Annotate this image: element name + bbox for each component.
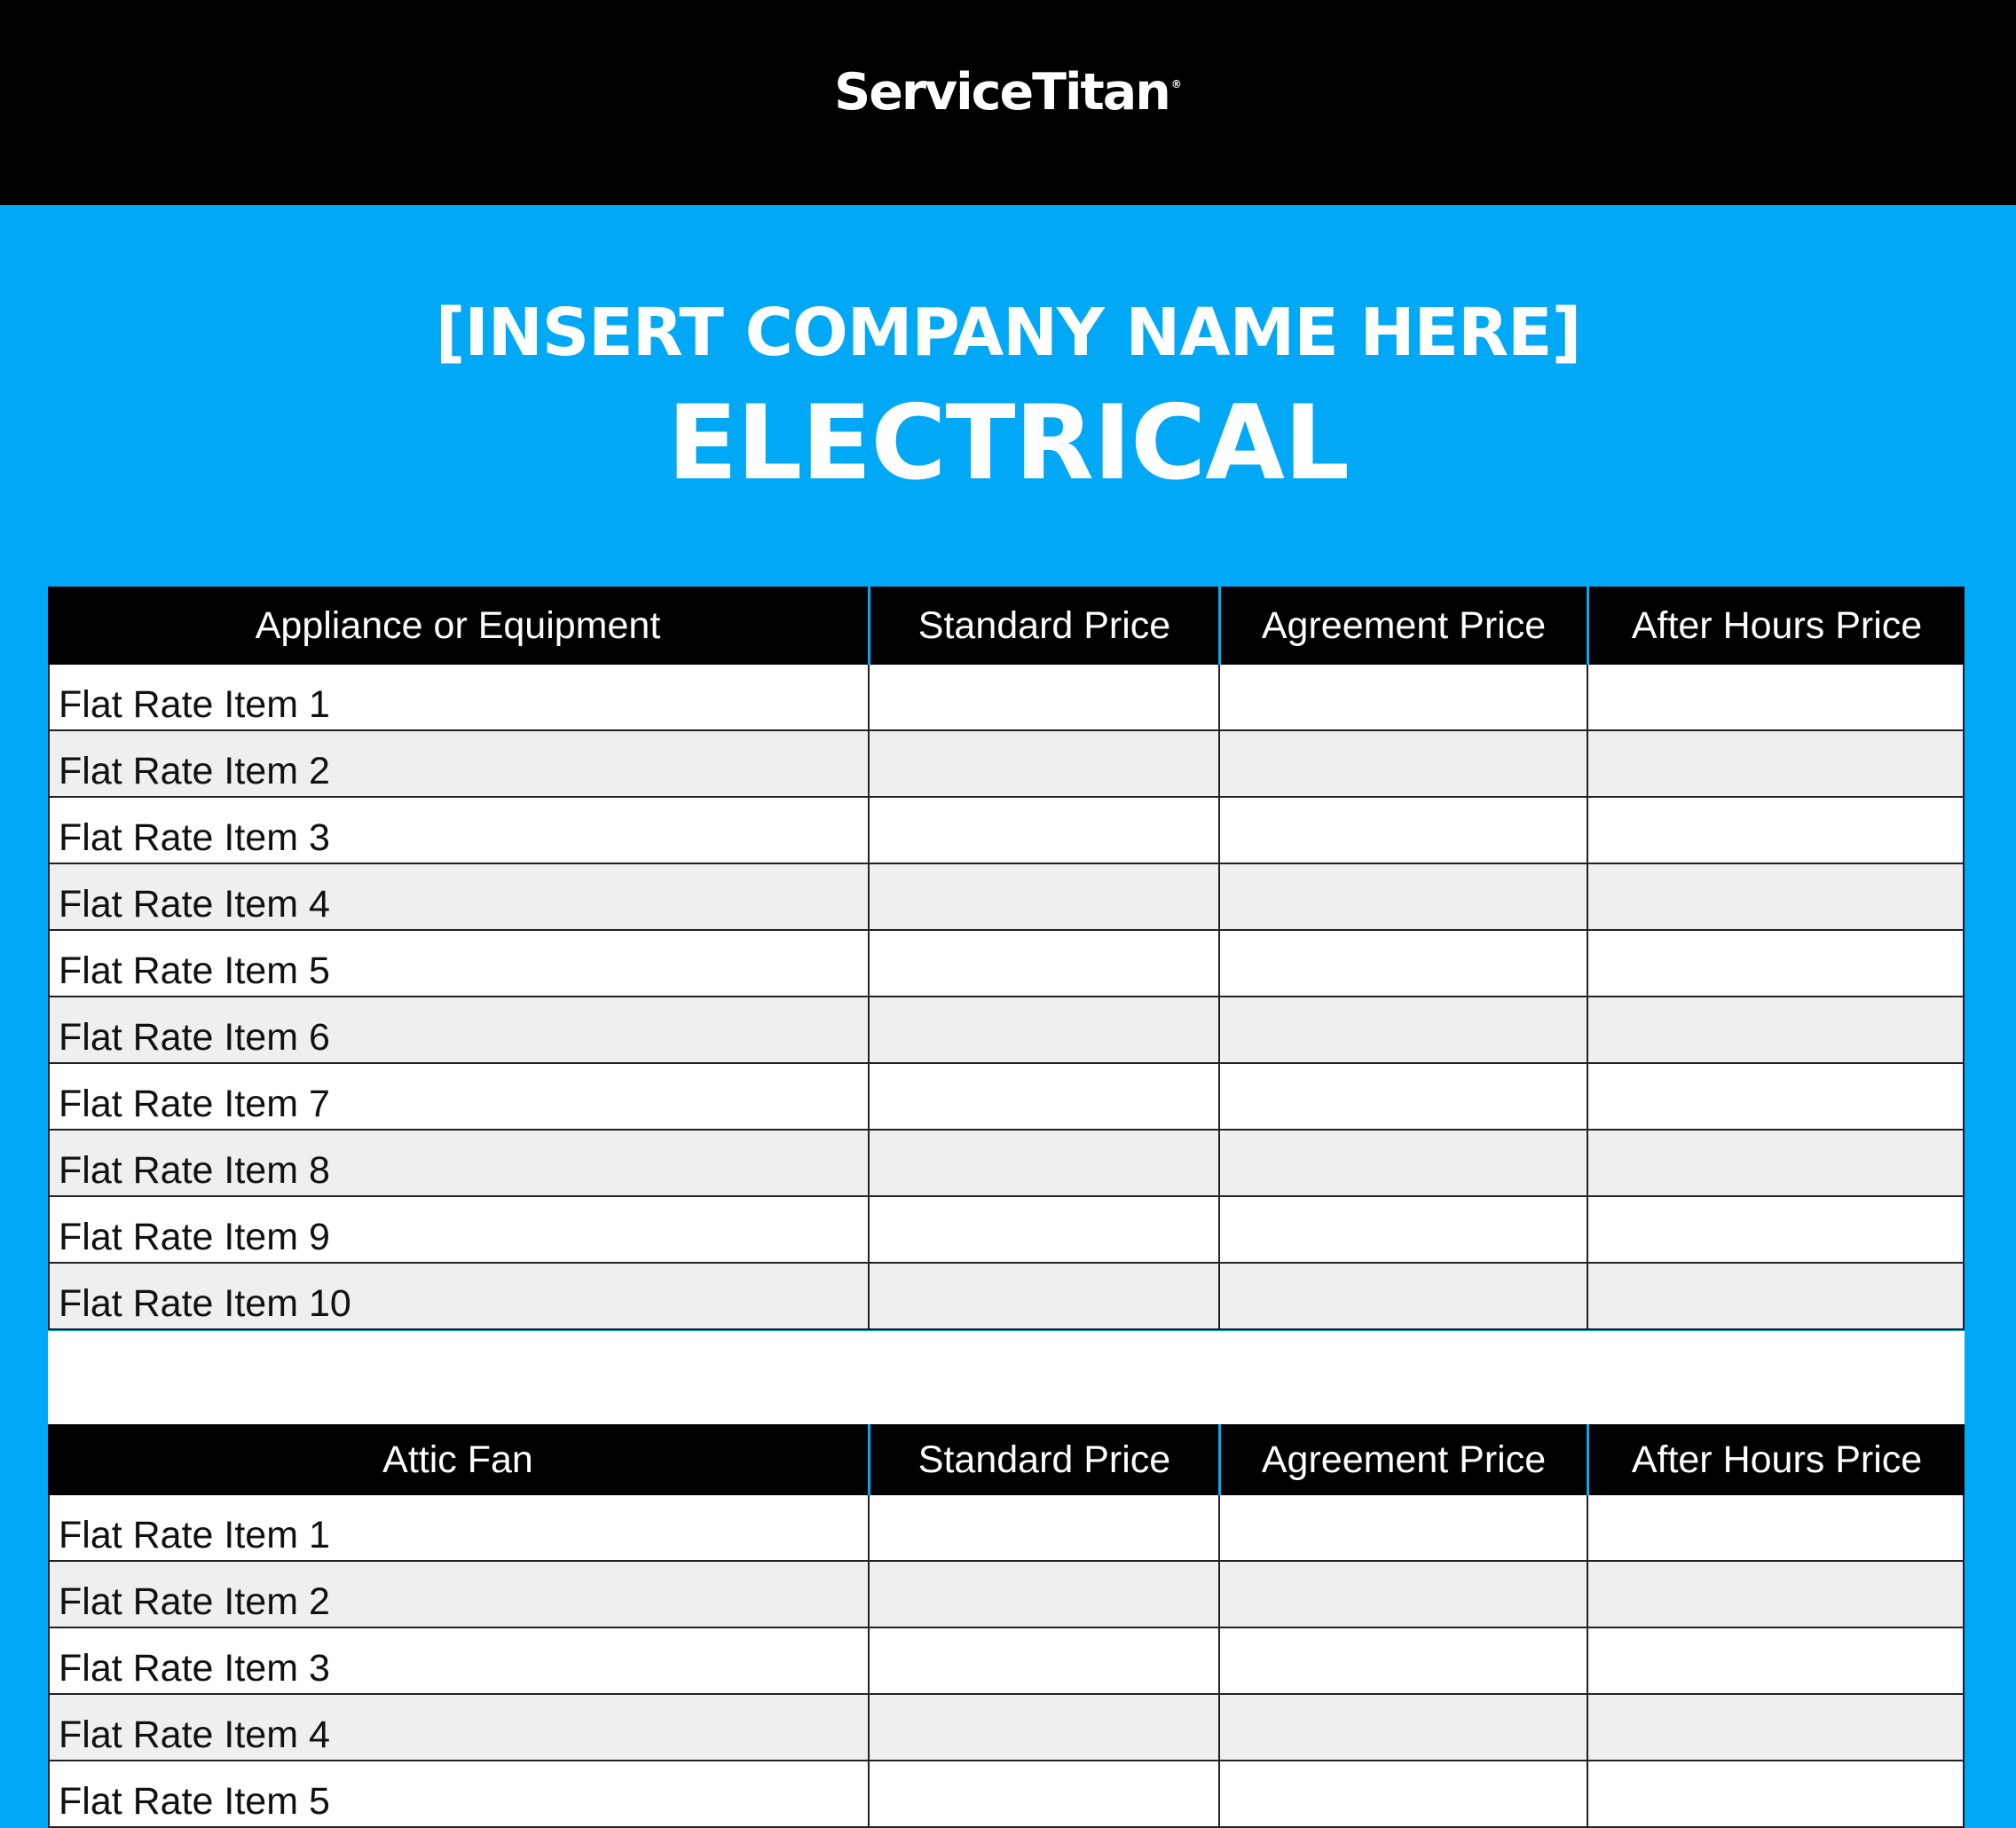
price-cell[interactable]: [868, 1064, 1218, 1129]
table-row: [48, 864, 1965, 931]
price-cell[interactable]: [1587, 1264, 1965, 1328]
price-cell[interactable]: [1587, 1064, 1965, 1129]
price-cell[interactable]: [1587, 1562, 1965, 1627]
item-name-cell: Flat Rate Item 7: [48, 1064, 868, 1129]
price-cell[interactable]: [1218, 864, 1587, 929]
price-cell[interactable]: [868, 864, 1218, 929]
price-cell[interactable]: [1587, 1131, 1965, 1195]
item-name-cell: Flat Rate Item 5: [48, 931, 868, 996]
table-row: [48, 931, 1965, 997]
price-cell[interactable]: [868, 1695, 1218, 1760]
column-header: Attic Fan: [382, 1438, 533, 1481]
table-row: [48, 665, 1965, 731]
price-cell[interactable]: [1218, 1495, 1587, 1560]
column-header: Standard Price: [868, 1424, 1218, 1495]
price-cell[interactable]: [868, 1761, 1218, 1826]
price-cell[interactable]: [1218, 1695, 1587, 1760]
price-cell[interactable]: [1587, 1495, 1965, 1560]
price-cell[interactable]: [868, 1131, 1218, 1195]
table-row: [48, 1628, 1965, 1695]
item-name-cell: Flat Rate Item 6: [48, 997, 868, 1062]
company-name-placeholder: [INSERT COMPANY NAME HERE]: [435, 295, 1581, 371]
item-name-cell: Flat Rate Item 3: [48, 798, 868, 863]
price-cell[interactable]: [1218, 798, 1587, 863]
item-name-cell: Flat Rate Item 1: [48, 665, 868, 729]
price-cell[interactable]: [1218, 931, 1587, 996]
table-row: [48, 1131, 1965, 1197]
price-cell[interactable]: [868, 1495, 1218, 1560]
price-cell[interactable]: [1587, 1695, 1965, 1760]
price-cell[interactable]: [868, 1628, 1218, 1693]
table-row: [48, 1064, 1965, 1131]
price-cell[interactable]: [1218, 1761, 1587, 1826]
header-bar: [0, 0, 2016, 205]
price-cell[interactable]: [868, 1264, 1218, 1328]
table-row: [48, 731, 1965, 798]
table-row: [48, 1562, 1965, 1628]
price-table-appliance: [48, 587, 1965, 1330]
price-cell[interactable]: [868, 665, 1218, 729]
price-cell[interactable]: [1587, 997, 1965, 1062]
table-row: [48, 798, 1965, 864]
price-cell[interactable]: [868, 1562, 1218, 1627]
table-header-row: [48, 587, 1965, 665]
column-header: Agreement Price: [1218, 1424, 1587, 1495]
table-row: [48, 1695, 1965, 1761]
price-cell[interactable]: [1218, 1628, 1587, 1693]
item-name-cell: Flat Rate Item 3: [48, 1628, 868, 1693]
price-cell[interactable]: [1218, 665, 1587, 729]
column-header: After Hours Price: [1587, 587, 1965, 665]
price-cell[interactable]: [868, 1197, 1218, 1262]
price-cell[interactable]: [1587, 1761, 1965, 1826]
servicetitan-logo: ServiceTitan ®: [834, 62, 1182, 122]
title-block: [0, 284, 2016, 506]
price-cell[interactable]: [1587, 864, 1965, 929]
item-name-cell: Flat Rate Item 8: [48, 1131, 868, 1195]
page-title: ELECTRICAL: [667, 383, 1349, 503]
item-name-cell: Flat Rate Item 2: [48, 1562, 868, 1627]
table-spacer: [48, 1331, 1965, 1424]
price-cell[interactable]: [1218, 1264, 1587, 1328]
price-cell[interactable]: [1218, 731, 1587, 796]
price-cell[interactable]: [1587, 931, 1965, 996]
item-name-cell: Flat Rate Item 9: [48, 1197, 868, 1262]
price-cell[interactable]: [1218, 1064, 1587, 1129]
price-cell[interactable]: [1587, 731, 1965, 796]
price-cell[interactable]: [1218, 1131, 1587, 1195]
column-header: Appliance or Equipment: [255, 603, 661, 647]
table-header-row: [48, 1424, 1965, 1495]
price-cell[interactable]: [1218, 997, 1587, 1062]
table-row: [48, 1761, 1965, 1828]
item-name-cell: Flat Rate Item 2: [48, 731, 868, 796]
item-name-cell: Flat Rate Item 5: [48, 1761, 868, 1826]
item-name-cell: Flat Rate Item 4: [48, 864, 868, 929]
table-row: [48, 997, 1965, 1064]
price-cell[interactable]: [1587, 1197, 1965, 1262]
item-name-cell: Flat Rate Item 1: [48, 1495, 868, 1560]
price-cell[interactable]: [868, 731, 1218, 796]
price-cell[interactable]: [1218, 1562, 1587, 1627]
item-name-cell: Flat Rate Item 10: [48, 1264, 868, 1328]
price-table-attic-fan: [48, 1424, 1965, 1828]
price-cell[interactable]: [868, 931, 1218, 996]
column-header: Agreement Price: [1218, 587, 1587, 665]
column-header: Standard Price: [868, 587, 1218, 665]
price-cell[interactable]: [1587, 1628, 1965, 1693]
price-cell[interactable]: [868, 997, 1218, 1062]
item-name-cell: Flat Rate Item 4: [48, 1695, 868, 1760]
price-cell[interactable]: [868, 798, 1218, 863]
column-header: After Hours Price: [1587, 1424, 1965, 1495]
table-row: [48, 1495, 1965, 1562]
price-cell[interactable]: [1218, 1197, 1587, 1262]
table-row: [48, 1197, 1965, 1264]
table-row: [48, 1264, 1965, 1330]
price-cell[interactable]: [1587, 665, 1965, 729]
price-cell[interactable]: [1587, 798, 1965, 863]
